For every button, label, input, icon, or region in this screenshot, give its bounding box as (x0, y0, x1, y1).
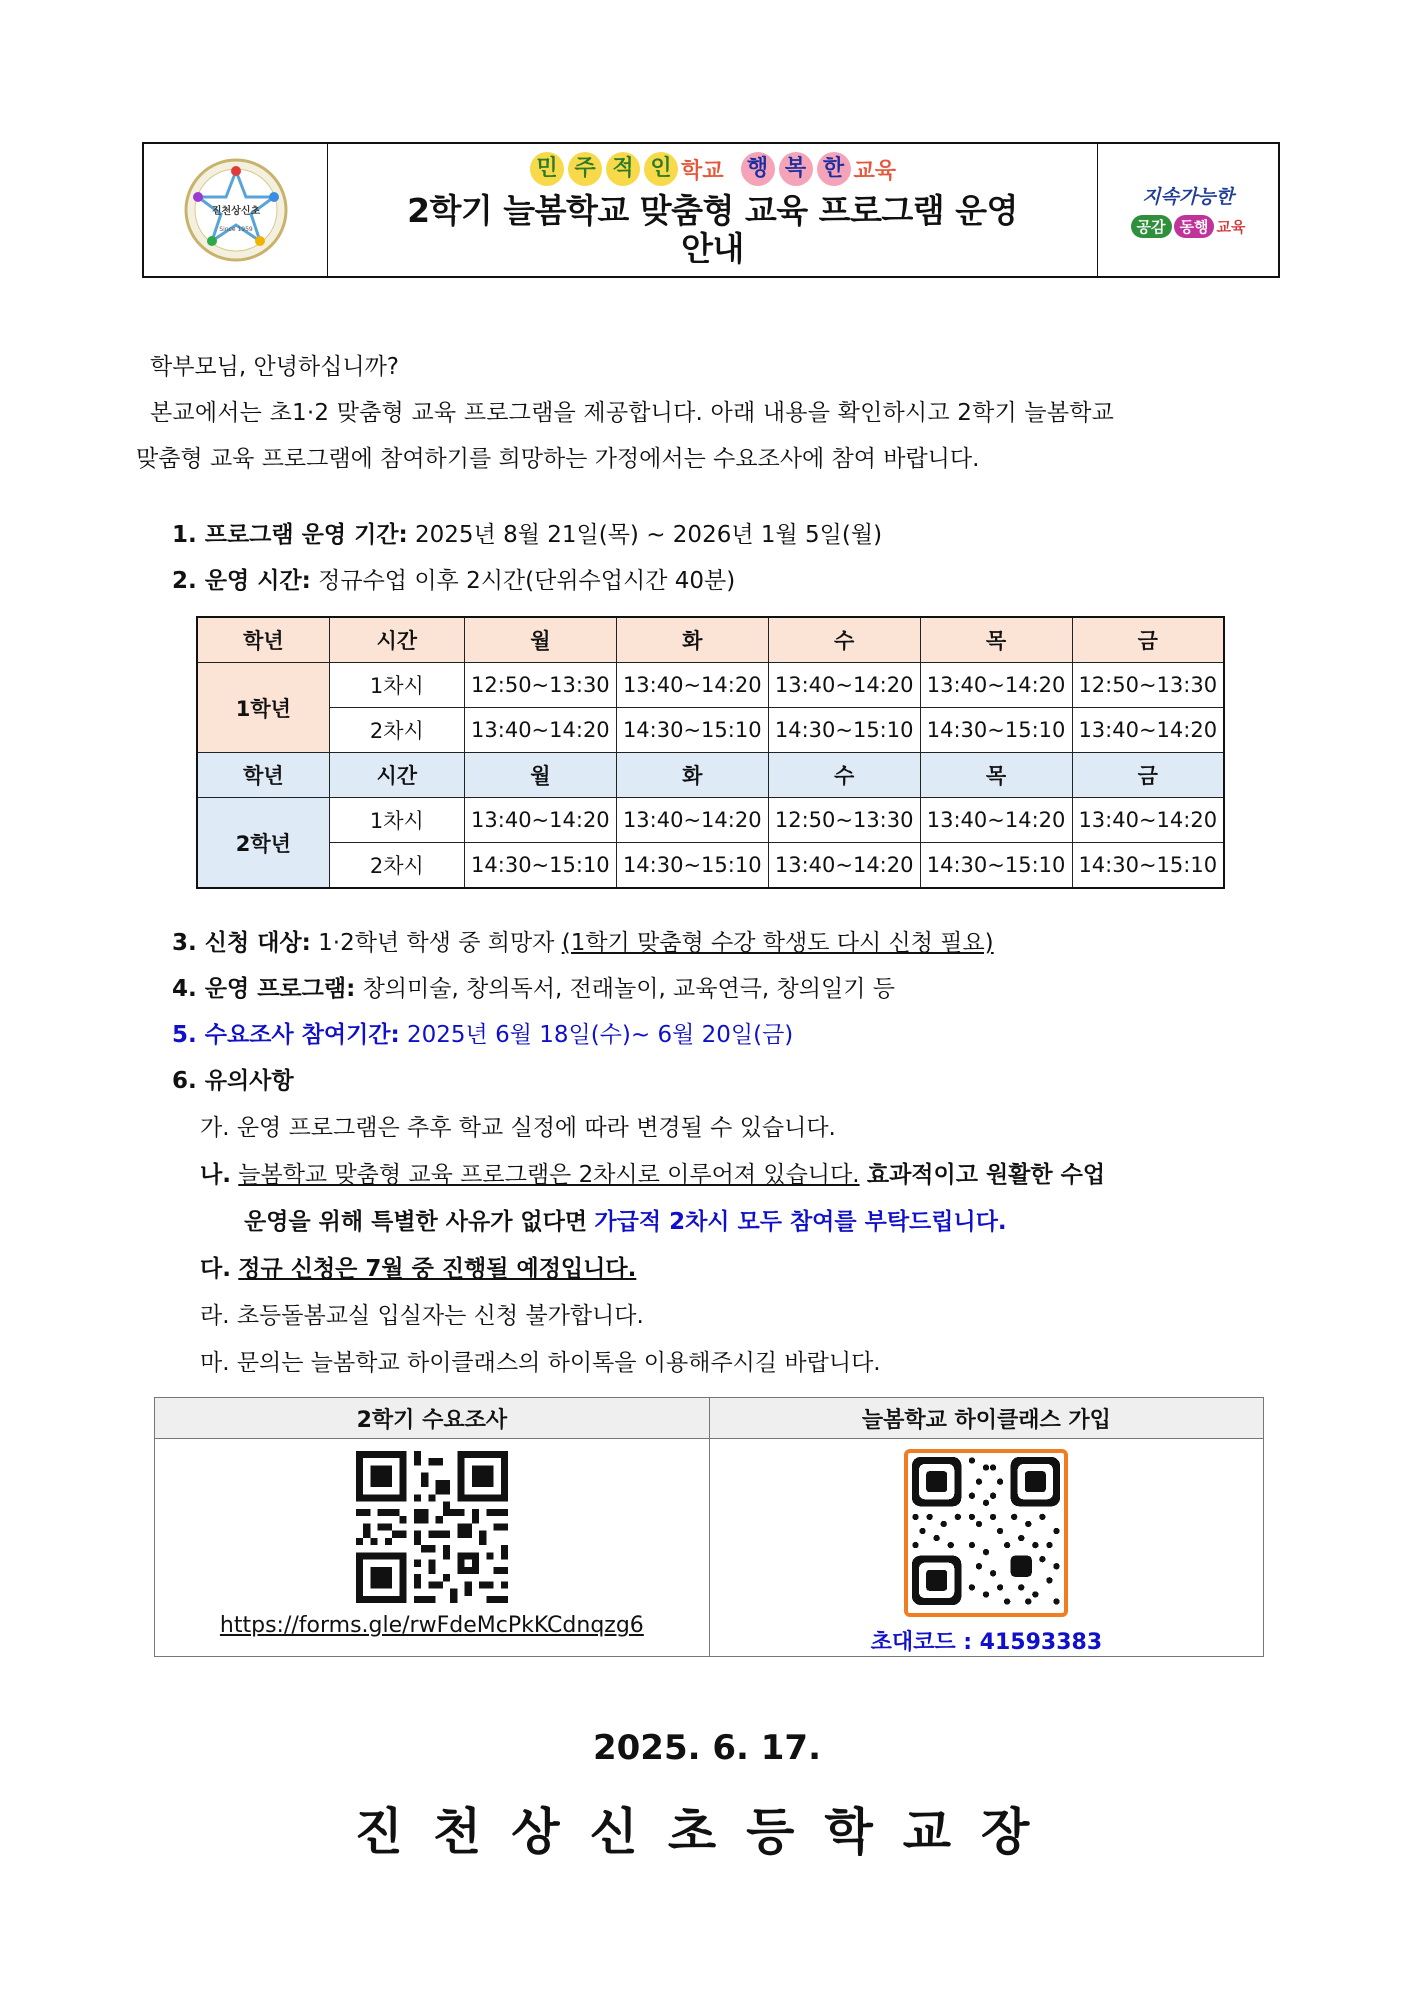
item-program-value: 창의미술, 창의독서, 전래놀이, 교육연극, 창의일기 등 (362, 976, 895, 1002)
note-na (200, 1152, 1105, 1199)
schedule-header: 화 (616, 753, 768, 798)
schedule-header-row (197, 617, 1224, 663)
qr-body-row (155, 1439, 1264, 1657)
time-cell: 14:30~15:10 (768, 708, 920, 753)
table-row (197, 843, 1224, 889)
item-target-value: 1·2학년 학생 중 희망자 (318, 930, 555, 956)
schedule-header: 금 (1072, 617, 1224, 663)
note-ma: 마. 문의는 늘봄학교 하이클래스의 하이톡을 이용해주시길 바랍니다. (200, 1350, 881, 1376)
survey-url[interactable]: https://forms.gle/rwFdeMcPkKCdnqzg6 (219, 1613, 644, 1638)
item-program-label: 4. 운영 프로그램: (172, 976, 356, 1002)
schedule-header: 시간 (329, 753, 464, 798)
slogan-suffix: 학교 (680, 158, 724, 184)
slogan-char: 복 (779, 152, 813, 186)
slogan-char: 적 (606, 152, 640, 186)
time-cell: 13:40~14:20 (768, 843, 920, 889)
page-title (328, 192, 1097, 268)
qr-header-row (155, 1398, 1264, 1439)
table-row (197, 798, 1224, 843)
time-cell: 13:40~14:20 (1072, 798, 1224, 843)
hiclass-qr-code[interactable] (710, 1449, 1263, 1617)
time-cell: 14:30~15:10 (616, 708, 768, 753)
schedule-header: 학년 (197, 617, 329, 663)
item-survey (172, 1012, 793, 1058)
invite-code: 초대코드 : 41593383 (870, 1630, 1103, 1655)
note-da (200, 1246, 636, 1293)
period-cell: 2차시 (329, 843, 464, 889)
intro-line-1: 본교에서는 초1·2 맞춤형 교육 프로그램을 제공합니다. 아래 내용을 확인하시고 2학기 늘봄학교 (150, 400, 1115, 426)
item-period (172, 512, 882, 558)
slogan-char: 주 (568, 152, 602, 186)
qr-right-cell (709, 1439, 1263, 1657)
grade-label: 1학년 (197, 663, 329, 753)
item-target (172, 920, 994, 966)
time-cell: 14:30~15:10 (920, 843, 1072, 889)
time-cell: 14:30~15:10 (1072, 843, 1224, 889)
period-cell: 2차시 (329, 708, 464, 753)
time-cell: 14:30~15:10 (920, 708, 1072, 753)
qr-code-icon (912, 1457, 1060, 1605)
schedule-header: 수 (768, 617, 920, 663)
table-row (197, 708, 1224, 753)
right-logo-cell (1098, 144, 1278, 276)
title-line-2: 안내 (681, 229, 744, 268)
item-period-label: 1. 프로그램 운영 기간: (172, 522, 408, 548)
note-ra: 라. 초등돌봄교실 입실자는 신청 불가합니다. (200, 1303, 644, 1329)
title-line-1: 2학기 늘봄학교 맞춤형 교육 프로그램 운영 (407, 191, 1018, 230)
qr-left-cell (155, 1439, 710, 1657)
note-na-underline: 늘봄학교 맞춤형 교육 프로그램은 2차시로 이루어져 있습니다. (238, 1162, 860, 1188)
school-logo (183, 157, 289, 263)
right-logo-line2 (1131, 215, 1246, 238)
note-da-prefix: 다. (200, 1256, 231, 1282)
time-cell: 13:40~14:20 (464, 708, 616, 753)
document-date: 2025. 6. 17. (592, 1728, 822, 1768)
item-target-label: 3. 신청 대상: (172, 930, 311, 956)
schedule-header: 수 (768, 753, 920, 798)
schedule-header: 목 (920, 753, 1072, 798)
item-time-label: 2. 운영 시간: (172, 568, 311, 594)
item-survey-label: 5. 수요조사 참여기간: (172, 1022, 400, 1048)
note-da-text: 정규 신청은 7월 중 진행될 예정입니다. (238, 1256, 637, 1282)
slogan (328, 152, 1097, 186)
schedule-header: 월 (464, 617, 616, 663)
slogan-suffix: 교육 (853, 158, 897, 184)
item-survey-value: 2025년 6월 18일(수)~ 6월 20일(금) (407, 1022, 794, 1048)
time-cell: 12:50~13:30 (1072, 663, 1224, 708)
right-logo-line1: 지속가능한 (1142, 186, 1234, 208)
intro-line-2: 맞춤형 교육 프로그램에 참여하기를 희망하는 가정에서는 수요조사에 참여 바랍니다. (136, 446, 980, 472)
time-cell: 13:40~14:20 (464, 798, 616, 843)
right-logo-word: 공감 (1131, 215, 1172, 238)
time-cell: 14:30~15:10 (616, 843, 768, 889)
schedule-header: 월 (464, 753, 616, 798)
school-logo-since: Since 1959 (218, 226, 253, 233)
time-cell: 12:50~13:30 (464, 663, 616, 708)
schedule-header: 목 (920, 617, 1072, 663)
time-cell: 12:50~13:30 (768, 798, 920, 843)
right-logo-word: 교육 (1216, 218, 1246, 236)
slogan-char: 민 (530, 152, 564, 186)
qr-table (154, 1397, 1264, 1657)
time-cell: 13:40~14:20 (920, 798, 1072, 843)
qr-frame (904, 1449, 1068, 1617)
schedule-header: 학년 (197, 753, 329, 798)
header-box (142, 142, 1280, 278)
note-na-prefix: 나. (200, 1162, 231, 1188)
qr-left-header: 2학기 수요조사 (155, 1398, 710, 1439)
schedule-header: 시간 (329, 617, 464, 663)
schedule-header-row (197, 753, 1224, 798)
item-program (172, 966, 895, 1012)
header-title-cell (328, 144, 1098, 276)
note-na-bold: 효과적이고 원활한 수업 (866, 1162, 1106, 1188)
survey-url-link[interactable] (155, 1613, 709, 1638)
time-cell: 13:40~14:20 (768, 663, 920, 708)
item-time-value: 정규수업 이후 2시간(단위수업시간 40분) (318, 568, 736, 594)
right-logo-word: 동행 (1174, 215, 1215, 238)
school-logo-name: 진천상신초 (211, 206, 260, 217)
note-na-line2 (244, 1199, 1007, 1246)
slogan-char: 인 (644, 152, 678, 186)
schedule-header: 화 (616, 617, 768, 663)
slogan-char: 행 (741, 152, 775, 186)
time-cell: 13:40~14:20 (920, 663, 1072, 708)
item-time (172, 558, 735, 604)
survey-qr-code[interactable] (155, 1451, 709, 1603)
time-cell: 13:40~14:20 (1072, 708, 1224, 753)
slogan-char: 한 (817, 152, 851, 186)
period-cell: 1차시 (329, 798, 464, 843)
school-logo-cell (144, 144, 328, 276)
time-cell: 13:40~14:20 (616, 798, 768, 843)
note-ga: 가. 운영 프로그램은 추후 학교 실정에 따라 변경될 수 있습니다. (200, 1115, 836, 1141)
item-target-note: (1학기 맞춤형 수강 학생도 다시 신청 필요) (561, 930, 994, 956)
grade-label: 2학년 (197, 798, 329, 889)
period-cell: 1차시 (329, 663, 464, 708)
table-row (197, 663, 1224, 708)
schedule-table (196, 616, 1225, 889)
qr-code-icon (356, 1451, 508, 1603)
note-na-line2-bold: 운영을 위해 특별한 사유가 없다면 (244, 1209, 588, 1235)
qr-right-header: 늘봄학교 하이클래스 가입 (709, 1398, 1263, 1439)
schedule-header: 금 (1072, 753, 1224, 798)
time-cell: 13:40~14:20 (616, 663, 768, 708)
greeting: 학부모님, 안녕하십니까? (150, 354, 400, 380)
item-notes-label: 6. 유의사항 (172, 1068, 294, 1094)
time-cell: 14:30~15:10 (464, 843, 616, 889)
note-na-line2-blue: 가급적 2차시 모두 참여를 부탁드립니다. (594, 1209, 1007, 1235)
item-notes (172, 1058, 294, 1104)
item-period-value: 2025년 8월 21일(목) ~ 2026년 1월 5일(월) (415, 522, 883, 548)
school-principal-signature: 진천상신초등학교장 (354, 1803, 1060, 1861)
